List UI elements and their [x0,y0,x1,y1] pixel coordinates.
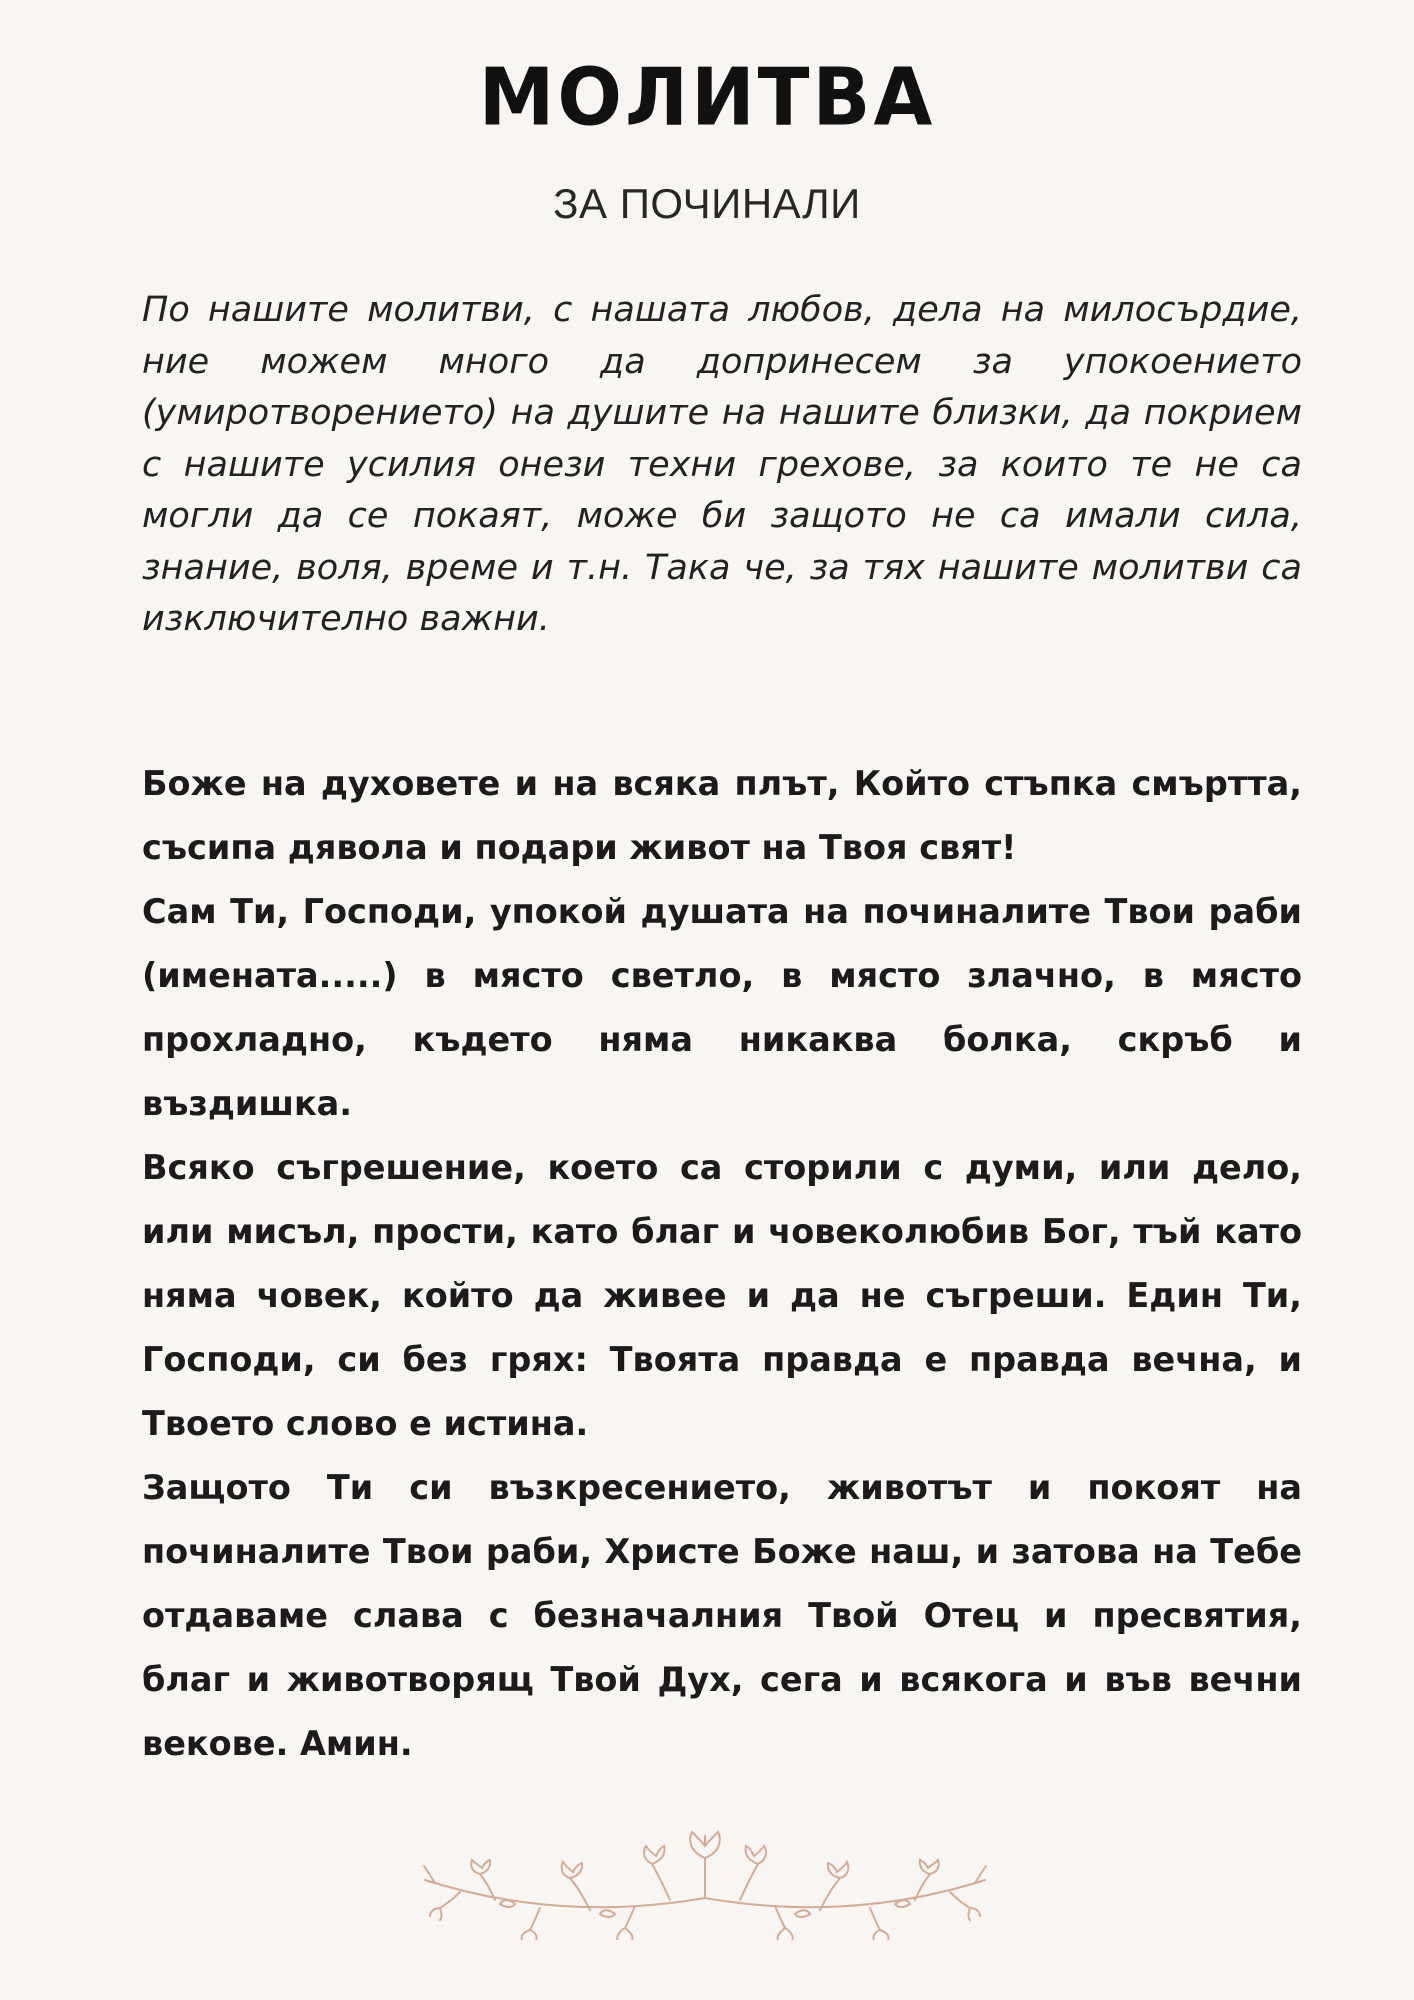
prayer-text [142,752,1302,1776]
intro-paragraph: По нашите молитви, с нашата любов, дела на милосърдие, ние можем много да допринесем за упокоението (умиротворението) на душите на нашите близки, да покрием с нашите усилия онези техни грехове, за които те не са могли да се покаят, може би защото не са имали сила, знание, воля, време и т.н. Така че, за тях нашите молитви са изключително важни. [142,290,1302,639]
prayer-paragraph-3: Всяко съгрешение, което са сторили с думи, или дело, или мисъл, прости, като благ и човеколюбив Бог, тъй като няма човек, който да живее и да не съгреши. Един Ти, Господи, си без грях: Твоята правда е правда вечна, и Твоето слово е истина. [142,1148,1302,1443]
floral-branch-icon [420,1828,990,1940]
prayer-paragraph-1: Боже на духовете и на всяка плът, Който стъпка смъртта, съсипа дявола и подари живот на Твоя свят! [142,764,1302,867]
prayer-paragraph-4: Защото Ти си възкресението, животът и покоят на починалите Твои раби, Христе Боже наш, и затова на Тебе отдаваме слава с безначалния Твой Отец и пресвятия, благ и животворящ Твой Дух, сега и всякога и във вечни векове. Амин. [142,1468,1302,1763]
page-subtitle: ЗА ПОЧИНАЛИ [553,180,861,227]
prayer-paragraph-2: Сам Ти, Господи, упокой душата на починалите Твои раби (имената.....) в място светло, в място злачно, в място прохладно, където няма никаква болка, скръб и въздишка. [142,892,1302,1123]
page-title: МОЛИТВА [478,49,936,144]
